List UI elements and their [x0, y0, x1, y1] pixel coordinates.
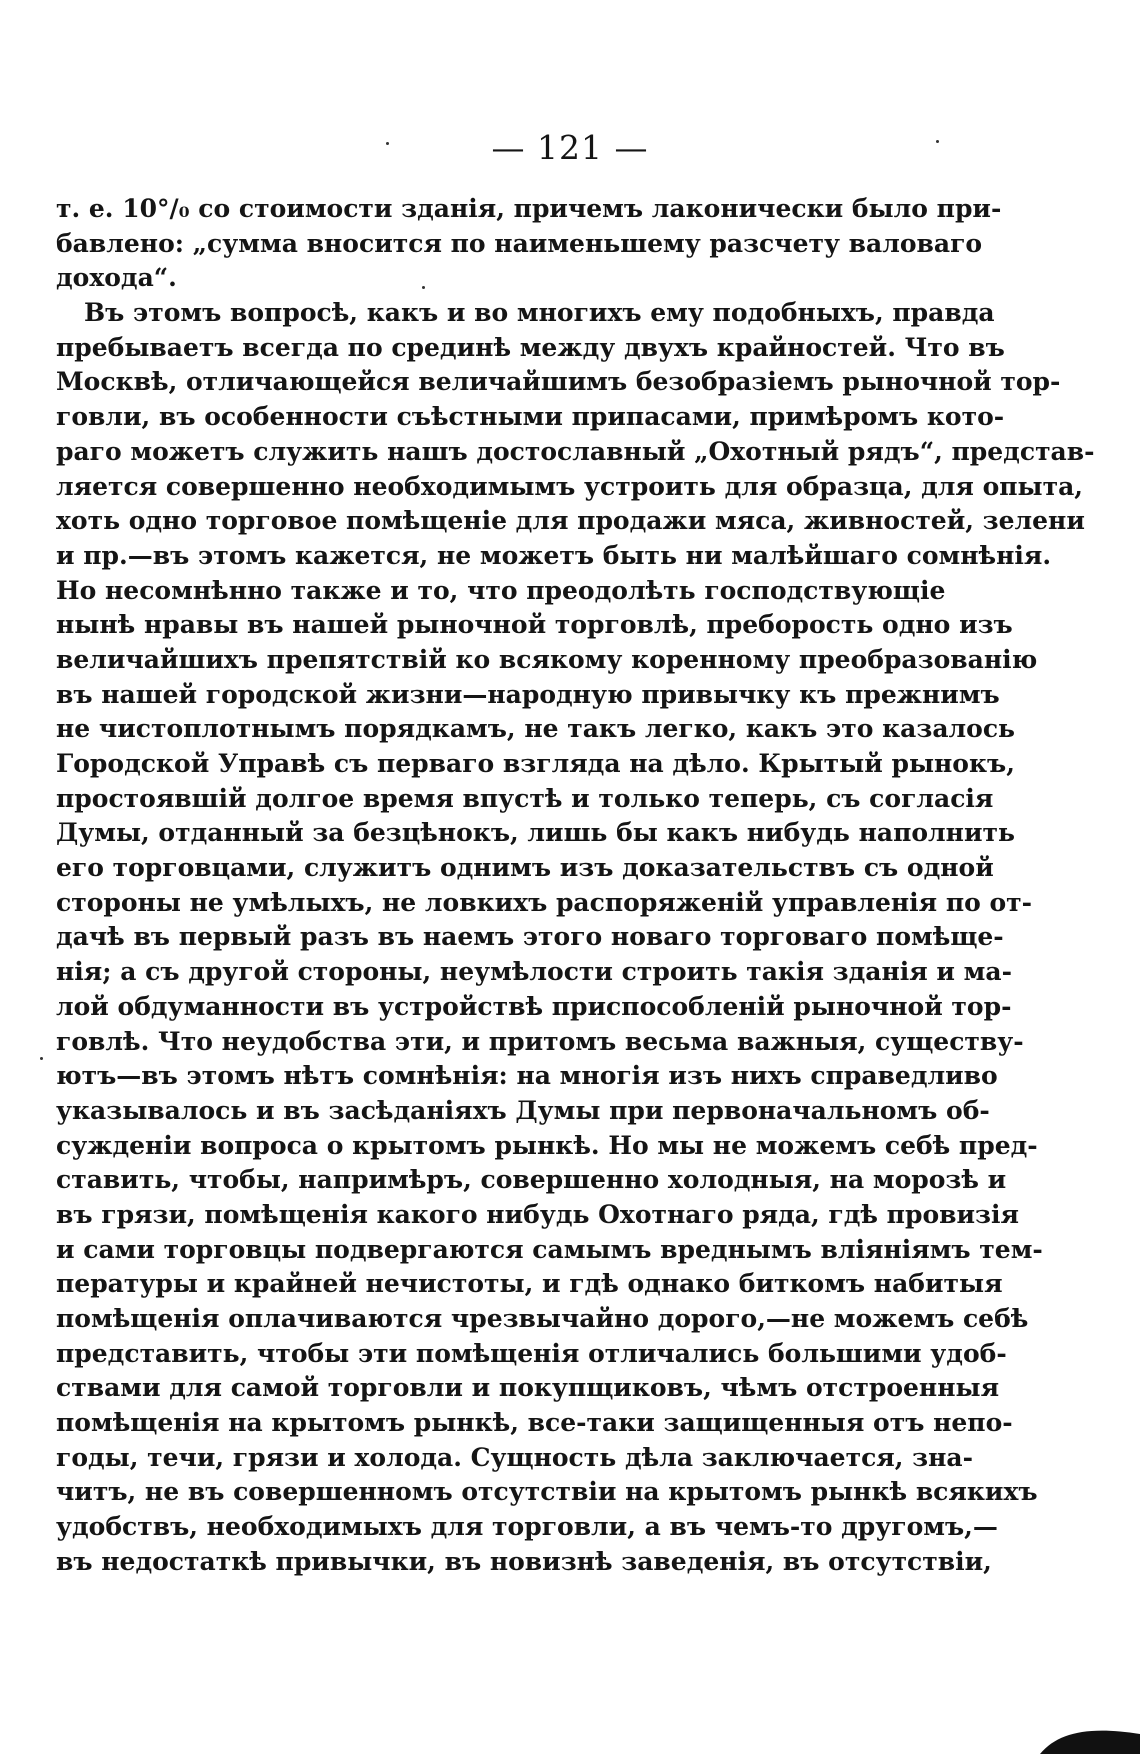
- text-line: нія; а съ другой стороны, неумѣлости строить такія зданія и ма-: [56, 957, 1012, 987]
- scan-speck: [40, 1057, 43, 1060]
- text-line: и сами торговцы подвергаются самымъ вреднымъ вліяніямъ тем-: [56, 1234, 1043, 1264]
- text-line: ствами для самой торговли и покупщиковъ, чѣмъ отстроенныя: [56, 1373, 1000, 1403]
- text-line: въ нашей городской жизни—народную привычку къ прежнимъ: [56, 679, 1000, 709]
- text-line: говлѣ. Что неудобства эти, и притомъ весьма важныя, существу-: [56, 1026, 1024, 1056]
- text-line: бавлено: „сумма вносится по наименьшему разсчету валоваго: [56, 228, 983, 258]
- text-line: и пр.—въ этомъ кажется, не можетъ быть ни малѣйшаго сомнѣнія.: [56, 540, 1052, 570]
- text-line: удобствъ, необходимыхъ для торговли, а въ чемъ-то другомъ,—: [56, 1512, 998, 1542]
- text-line: представить, чтобы эти помѣщенія отличались большими удоб-: [56, 1338, 1007, 1368]
- text-line: величайшихъ препятствій ко всякому коренному преобразованію: [56, 644, 1038, 674]
- text-line: ставить, чтобы, напримѣръ, совершенно холодныя, на морозѣ и: [56, 1165, 1007, 1195]
- body-text: [56, 192, 1095, 1580]
- scan-speck: [936, 140, 939, 143]
- text-line: въ грязи, помѣщенія какого нибудь Охотнаго ряда, гдѣ провизія: [56, 1199, 1019, 1229]
- text-line: дачѣ въ первый разъ въ наемъ этого новаго торговаго помѣще-: [56, 922, 1004, 952]
- text-line: ютъ—въ этомъ нѣтъ сомнѣнія: на многія изъ нихъ справедливо: [56, 1061, 998, 1091]
- text-line: его торговцами, служитъ однимъ изъ доказательствъ съ одной: [56, 853, 994, 883]
- text-line: лой обдуманности въ устройствѣ приспособленій рыночной тор-: [56, 991, 1012, 1021]
- text-line: говли, въ особенности съѣстными припасами, примѣромъ кото-: [56, 402, 1005, 432]
- text-line: раго можетъ служить нашъ достославный „Охотный рядъ“, представ-: [56, 436, 1095, 466]
- scan-speck: [386, 142, 389, 145]
- text-line: помѣщенія оплачиваются чрезвычайно дорого,—не можемъ себѣ: [56, 1304, 1029, 1333]
- text-line: сужденіи вопроса о крытомъ рынкѣ. Но мы не можемъ себѣ пред-: [56, 1130, 1038, 1160]
- text-line: въ недостаткѣ привычки, въ новизнѣ заведенія, въ отсутствіи,: [56, 1546, 992, 1576]
- scan-speck: [422, 286, 425, 289]
- text-line: годы, течи, грязи и холода. Сущность дѣла заключается, зна-: [56, 1442, 974, 1472]
- text-line: простоявшій долгое время впустѣ и только теперь, съ согласія: [56, 783, 994, 813]
- text-line: читъ, не въ совершенномъ отсутствіи на крытомъ рынкѣ всякихъ: [56, 1477, 1038, 1507]
- page-number: — 121 —: [491, 128, 649, 167]
- text-line: Въ этомъ вопросѣ, какъ и во многихъ ему подобныхъ, правда: [84, 298, 995, 328]
- text-line: Москвѣ, отличающейся величайшимъ безобразіемъ рыночной тор-: [56, 367, 1061, 397]
- text-line: не чистоплотнымъ порядкамъ, не такъ легко, какъ это казалось: [56, 714, 1016, 744]
- text-line: Городской Управѣ съ перваго взгляда на дѣло. Крытый рынокъ,: [56, 749, 1015, 778]
- scan-edge-mark: [1040, 1722, 1140, 1754]
- text-line: помѣщенія на крытомъ рынкѣ, все-таки защищенныя отъ непо-: [56, 1408, 1013, 1438]
- text-line: ляется совершенно необходимымъ устроить для образца, для опыта,: [56, 471, 1083, 501]
- text-line: стороны не умѣлыхъ, не ловкихъ распоряженій управленія по от-: [56, 887, 1033, 917]
- text-line: пературы и крайней нечистоты, и гдѣ однако биткомъ набитыя: [56, 1269, 1003, 1299]
- text-line: т. е. 10°/₀ со стоимости зданія, причемъ лаконически было при-: [56, 194, 1002, 223]
- text-line: указывалось и въ засѣданіяхъ Думы при первоначальномъ об-: [56, 1095, 990, 1125]
- text-line: хоть одно торговое помѣщеніе для продажи мяса, живностей, зелени: [56, 506, 1085, 536]
- text-line: Но несомнѣнно также и то, что преодолѣть господствующіе: [56, 575, 946, 605]
- text-line: Думы, отданный за безцѣнокъ, лишь бы какъ нибудь наполнить: [56, 818, 1015, 848]
- text-line: дохода“.: [56, 263, 177, 293]
- text-line: пребываетъ всегда по срединѣ между двухъ крайностей. Что въ: [56, 332, 1005, 362]
- text-line: нынѣ нравы въ нашей рыночной торговлѣ, преборость одно изъ: [56, 610, 1013, 640]
